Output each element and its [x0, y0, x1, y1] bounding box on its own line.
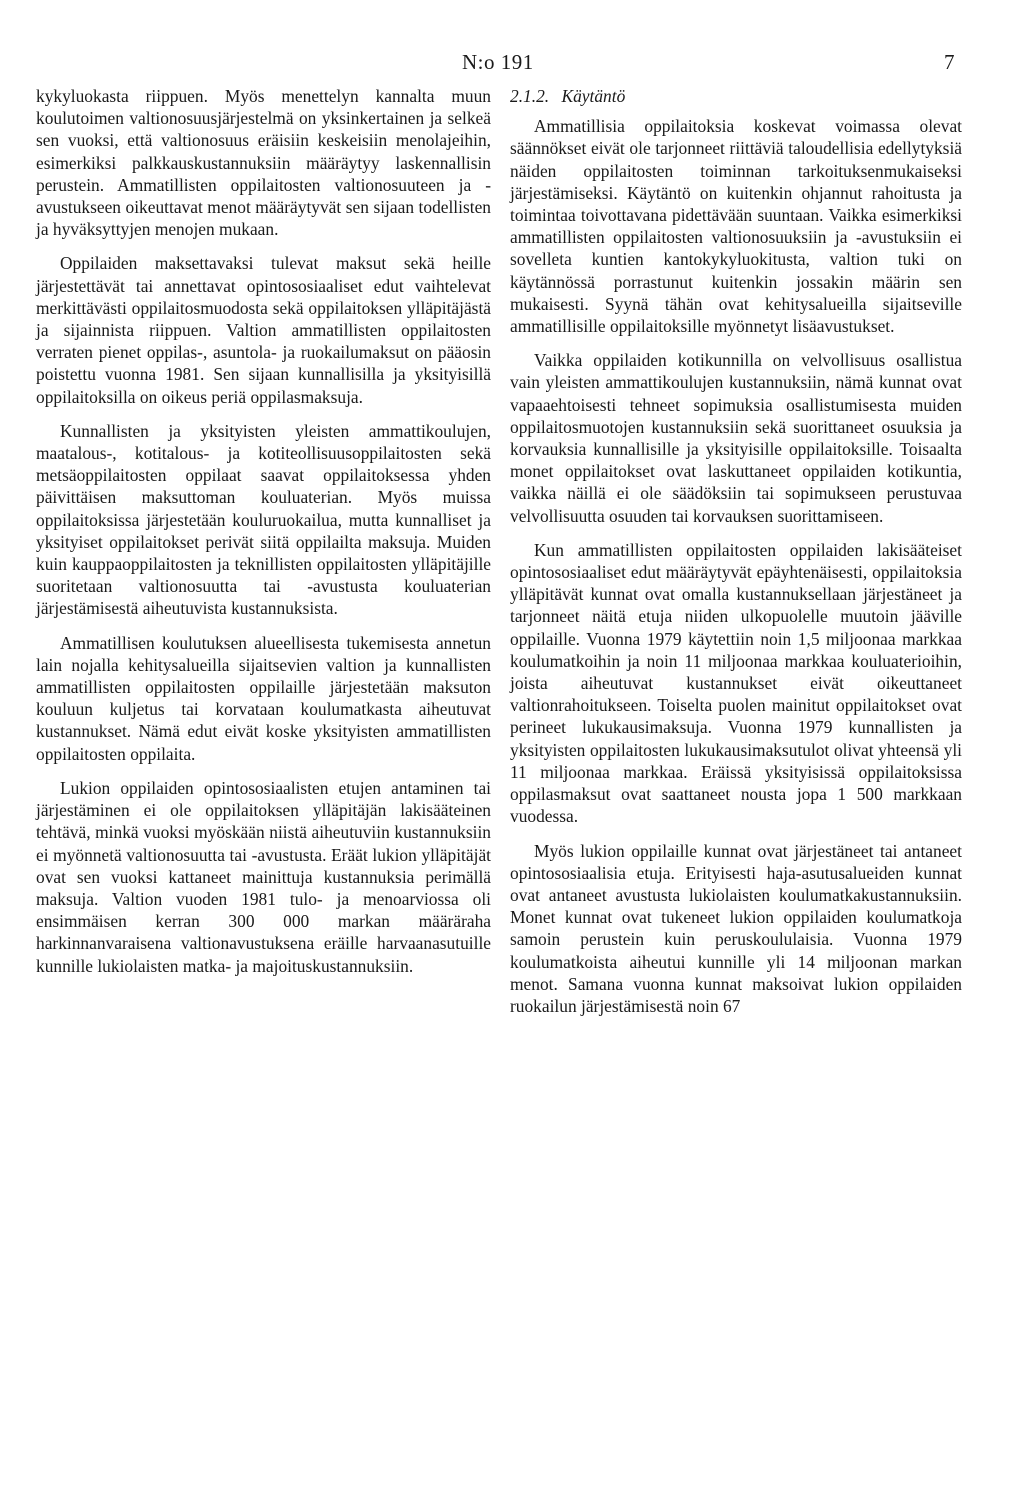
document-number: N:o 191 — [462, 50, 534, 74]
section-heading — [510, 85, 962, 107]
right-paragraph-1: Ammatillisia oppilaitoksia koskevat voimassa olevat säännökset eivät ole tarjonneet riittäviä taloudellisia edellytyksiä näiden oppilaitosten toiminnan tarkoituksenmukaiseksi järjestämiseksi. Käytäntö on kuitenkin ohjannut rahoitusta ja toimintaa toivottavana pidettävään suuntaan. Vaikka esimerkiksi ammatillisten oppilaitosten valtionosuuksiin ja -avustuksiin ei sovelleta kuntien kantokykyluokitusta, valtion tuki on käytännössä porrastunut kuitenkin jossakin määrin sen mukaisesti. Syynä tähän ovat kehitysalueilla sijaitseville ammatillisille oppilaitoksille myönnetyt lisäavustukset. — [510, 116, 962, 337]
right-paragraph-3: Kun ammatillisten oppilaitosten oppilaiden lakisääteiset opintososiaaliset edut määräytyvät epäyhtenäisesti, oppilaitoksia ylläpitävät kunnat ovat omalla kustannuksellaan järjestäneet ja tarjonneet näitä etuja niiden ulkopuolelle muutoin jääville oppilaille. Vuonna 1979 käytettiin noin 1,5 miljoonaa markkaa koulumatkoihin ja noin 11 miljoonaa markkaa kouluaterioihin, joista aiheutuvat kustannukset eivät oikeuttaneet valtionrahoitukseen. Toiselta puolen mainitut oppilaitokset ovat perineet lukukausimaksuja. Vuonna 1979 kunnallisten ja yksityisten oppilaitosten lukukausimaksutulot olivat yhteensä yli 11 miljoonaa markkaa. Eräissä yksityisissä oppilaitoksissa oppilasmaksut ovat saattaneet nousta jopa 1 500 markkaan vuodessa. — [510, 539, 962, 827]
left-paragraph-5: Lukion oppilaiden opintososiaalisten etujen antaminen tai järjestäminen ei ole oppilaitoksen ylläpitäjän lakisääteinen tehtävä, minkä vuoksi myöskään niistä aiheutuviin kustannuksiin ei myönnetä valtionosuutta tai -avustusta. Eräät lukion ylläpitäjät ovat sen vuoksi kattaneet mainittuja kustannuksia perimällä maksuja. Valtion vuoden 1981 tulo- ja menoarviossa oli ensimmäisen kerran 300 000 markan määräraha harkinnanvaraisena valtionavustuksena eräille harvaanasutuille kunnille lukiolaisten matka- ja majoituskustannuksiin. — [36, 777, 491, 976]
right-paragraph-4: Myös lukion oppilaille kunnat ovat järjestäneet tai antaneet opintososiaalisia etuja. Erityisesti haja-asutusalueiden kunnat ovat antaneet avustusta lukiolaisten koulumatkakustannuksiin. Monet kunnat ovat tukeneet lukion oppilaiden koulumatkoja samoin perustein kuin peruskoululaisia. Vuonna 1979 koulumatkoista aiheutui kunnille yli 14 miljoonan markan menot. Samana vuonna kunnat maksoivat lukion oppilaiden ruokailun järjestämisestä noin 67 — [510, 840, 962, 1016]
left-paragraph-3: Kunnallisten ja yksityisten yleisten ammattikoulujen, maatalous-, kotitalous- ja kotiteollisuusoppilaitosten sekä metsäoppilaitosten oppilaat saavat oppilaitoksessa yhden päivittäisen maksuttoman kouluaterian. Myös muissa oppilaitoksissa järjestetään kouluruokailua, mutta kunnalliset ja yksityiset oppilaitokset perivät siitä oppilailta maksuja. Muiden kuin kauppaoppilaitosten ja teknillisten oppilaitosten ylläpitäjille suoritetaan valtionosuutta tai -avustusta kouluaterian järjestämisestä aiheutuvista kustannuksista. — [36, 420, 491, 619]
right-paragraph-2: Vaikka oppilaiden kotikunnilla on velvollisuus osallistua vain yleisten ammattikoulujen kustannuksiin, nämä kunnat ovat vapaaehtoisesti tehneet sopimuksia osallistumisesta muiden oppilaitosmuotojen kustannuksiin sekä suorittaneet osuuksia ja korvauksia kunnallisille ja yksityisille oppilaitoksille. Toisaalta monet oppilaitokset ovat laskuttaneet oppilaiden kotikuntia, vaikka näillä ei ole säädöksiin tai sopimukseen perustuvaa velvollisuutta osuuden tai korvauksen suorittamiseen. — [510, 350, 962, 526]
left-paragraph-2: Oppilaiden maksettavaksi tulevat maksut sekä heille järjestettävät tai annettavat opintososiaaliset edut vaihtelevat merkittävästi oppilaitosmuodosta sekä oppilaitoksen ylläpitäjästä ja sijainnista riippuen. Valtion ammatillisten oppilaitosten verraten pienet oppilas-, asuntola- ja ruokailumaksut on pääosin poistettu vuonna 1981. Sen sijaan kunnallisilla ja yksityisillä oppilaitoksilla on oikeus periä oppilasmaksuja. — [36, 253, 491, 407]
left-paragraph-1: kykyluokasta riippuen. Myös menettelyn kannalta muun koulutoimen valtionosuusjärjestelmä on yksinkertainen ja selkeä sen vuoksi, että valtionosuus eräisiin keskeisiin menolajeihin, esimerkiksi palkkauskustannuksiin määräytyy laskennallisin perustein. Ammatillisten oppilaitosten valtionosuuteen ja -avustukseen oikeuttavat menot määräytyvät sen sijaan todellisten ja hyväksyttyjen menojen mukaan. — [36, 86, 491, 240]
left-paragraph-4: Ammatillisen koulutuksen alueellisesta tukemisesta annetun lain nojalla kehitysalueilla sijaitsevien valtion ja kunnallisten ammatillisten oppilaitosten oppilaille järjestetään maksuton kouluun kuljetus tai korvataan koulumatkasta aiheutuvat kustannukset. Nämä edut eivät koske yksityisten ammatillisten oppilaitosten oppilaita. — [36, 632, 491, 764]
page-number: 7 — [944, 50, 955, 74]
section-title: Käytäntö — [561, 86, 626, 106]
left-column — [36, 85, 491, 989]
section-number: 2.1.2. — [510, 86, 550, 106]
right-column — [510, 85, 962, 1029]
